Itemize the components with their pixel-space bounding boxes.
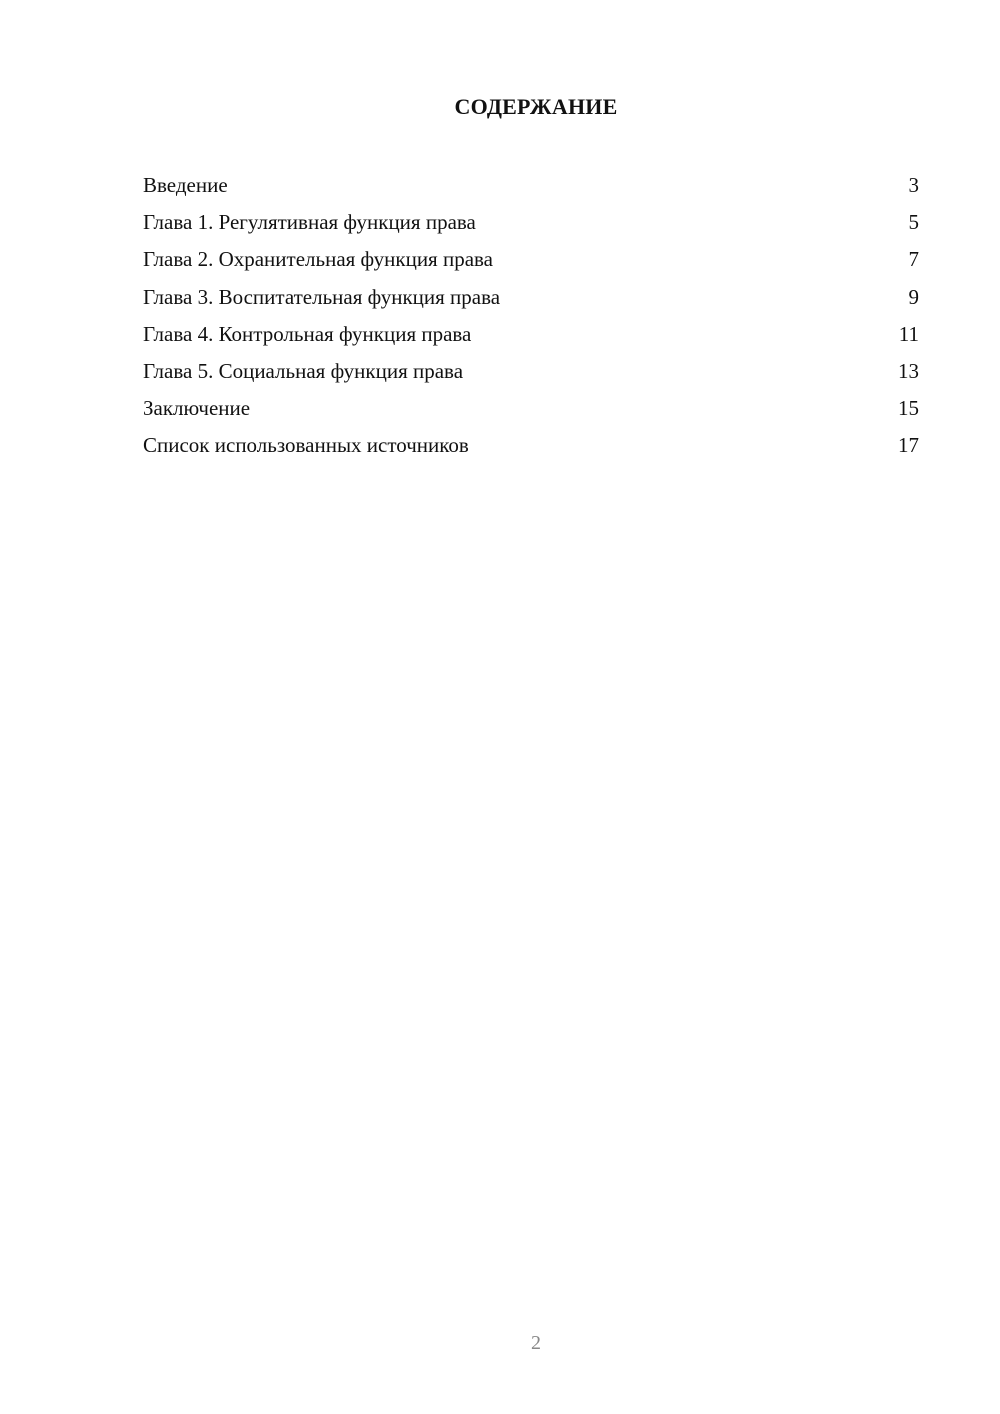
toc-entry-page: 11 bbox=[898, 321, 919, 346]
toc-entry-label: Глава 4. Контрольная функция права bbox=[143, 321, 472, 346]
toc-entry-chapter-4 bbox=[143, 316, 919, 353]
toc-entry-page: 9 bbox=[908, 284, 919, 309]
toc-entry-page: 15 bbox=[898, 396, 919, 421]
toc-entry-page: 5 bbox=[908, 210, 919, 235]
toc-entry-page: 7 bbox=[908, 247, 919, 272]
toc-entry-references bbox=[143, 427, 919, 464]
toc-entry-conclusion bbox=[143, 390, 919, 427]
toc-entry-label: Заключение bbox=[143, 396, 251, 421]
toc-entry-introduction bbox=[143, 167, 919, 204]
toc-entry-page: 13 bbox=[898, 358, 919, 383]
toc-entry-chapter-2 bbox=[143, 241, 919, 278]
toc-title: СОДЕРЖАНИЕ bbox=[454, 94, 618, 119]
toc-entry-page: 17 bbox=[898, 433, 919, 458]
toc-entry-label: Список использованных источников bbox=[143, 433, 469, 458]
toc-entry-label: Глава 3. Воспитательная функция права bbox=[143, 284, 501, 309]
toc-entry-label: Введение bbox=[143, 173, 228, 197]
toc-entry-chapter-1 bbox=[143, 204, 919, 241]
page-number: 2 bbox=[531, 1332, 541, 1354]
toc-entry-label: Глава 5. Социальная функция права bbox=[143, 358, 464, 383]
toc-entry-chapter-3 bbox=[143, 279, 919, 316]
toc-entry-label: Глава 1. Регулятивная функция права bbox=[143, 210, 476, 235]
toc-entry-label: Глава 2. Охранительная функция права bbox=[143, 247, 493, 272]
toc-entry-page: 3 bbox=[908, 173, 919, 197]
table-of-contents bbox=[143, 167, 919, 465]
toc-entry-chapter-5 bbox=[143, 353, 919, 390]
